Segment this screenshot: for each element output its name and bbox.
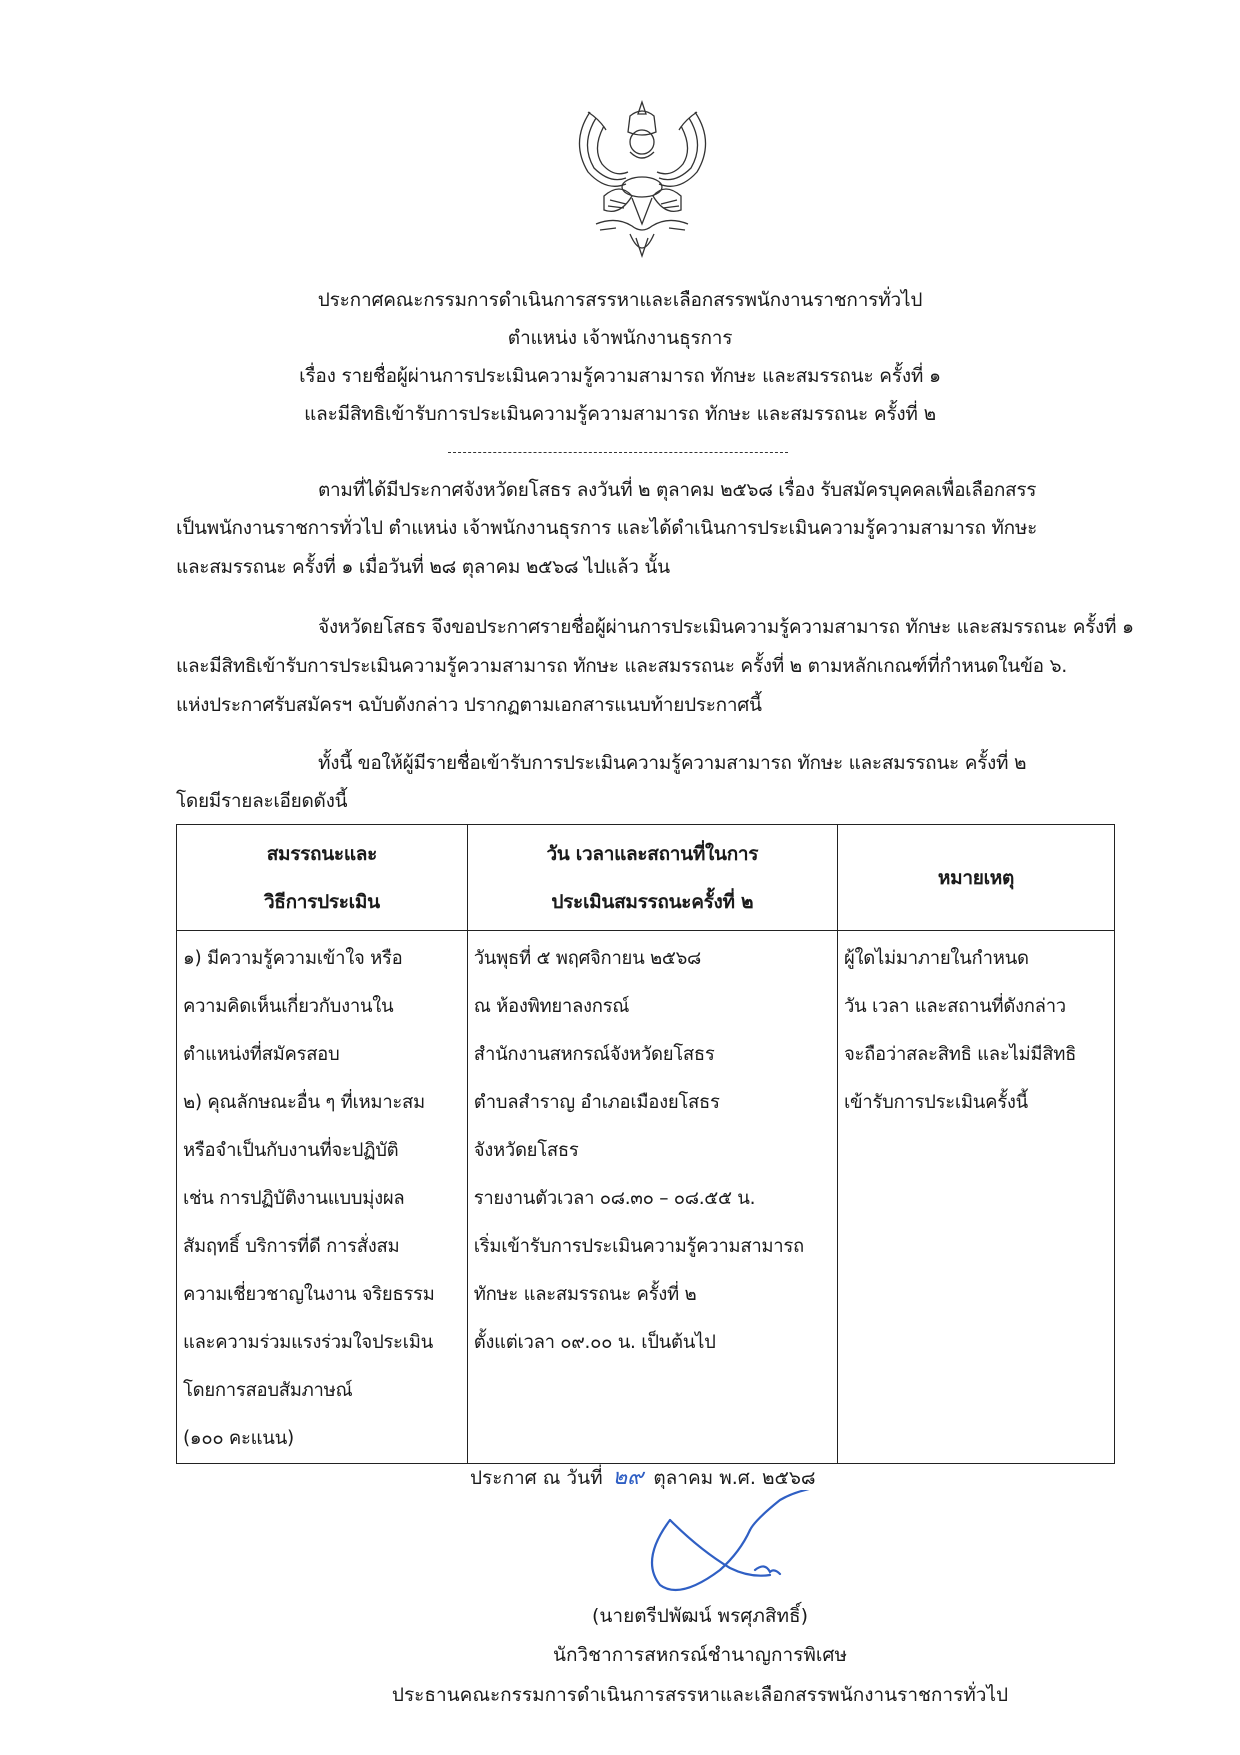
- table-header-row: [177, 825, 1115, 931]
- signer-name: (นายตรีปพัฒน์ พรศุภสิทธิ์): [592, 1605, 808, 1627]
- header-divider: [448, 452, 788, 453]
- header-competency: สมรรถนะและ วิธีการประเมิน: [177, 825, 468, 931]
- paragraph-3-line-2: โดยมีรายละเอียดดังนี้: [176, 790, 348, 812]
- position-title: ตำแหน่ง เจ้าพนักงานธุรการ: [507, 327, 733, 349]
- table-row: [177, 931, 1115, 1464]
- paragraph-1-line-1: ตามที่ได้มีประกาศจังหวัดยโสธร ลงวันที่ ๒ ตุลาคม ๒๕๖๘ เรื่อง รับสมัครบุคคลเพื่อเลือกสรร: [318, 479, 1037, 501]
- paragraph-3-line-1: ทั้งนี้ ขอให้ผู้มีรายชื่อเข้ารับการประเมินความรู้ความสามารถ ทักษะ และสมรรถนะ ครั้งที่ ๒: [318, 752, 1027, 774]
- assessment-schedule-table: [176, 824, 1115, 1464]
- signature-icon: [640, 1490, 880, 1600]
- subject-line-2: และมีสิทธิเข้ารับการประเมินความรู้ความสามารถ ทักษะ และสมรรถนะ ครั้งที่ ๒: [304, 403, 936, 425]
- announcement-title: ประกาศคณะกรรมการดำเนินการสรรหาและเลือกสรรพนักงานราชการทั่วไป: [317, 289, 923, 311]
- paragraph-2-line-1: จังหวัดยโสธร จึงขอประกาศรายชื่อผู้ผ่านการประเมินความรู้ความสามารถ ทักษะ และสมรรถนะ ครั้งที่ ๑: [318, 616, 1134, 638]
- paragraph-2-line-3: แห่งประกาศรับสมัครฯ ฉบับดังกล่าว ปรากฏตามเอกสารแนบท้ายประกาศนี้: [176, 694, 762, 716]
- signer-role: ประธานคณะกรรมการดำเนินการสรรหาและเลือกสรรพนักงานราชการทั่วไป: [391, 1684, 1009, 1706]
- paragraph-2-line-2: และมีสิทธิเข้ารับการประเมินความรู้ความสามารถ ทักษะ และสมรรถนะ ครั้งที่ ๒ ตามหลักเกณฑ์ที่กำหนดในข้อ ๖.: [176, 655, 1068, 677]
- paragraph-1-line-2: เป็นพนักงานราชการทั่วไป ตำแหน่ง เจ้าพนักงานธุรการ และได้ดำเนินการประเมินความรู้ความสามารถ ทักษะ: [176, 517, 1037, 539]
- header-remarks: หมายเหตุ: [837, 825, 1114, 931]
- competency-cell: ๑) มีความรู้ความเข้าใจ หรือ ความคิดเห็นเกี่ยวกับงานใน ตำแหน่งที่สมัครสอบ ๒) คุณลักษณะอื่น ๆ ที่เหมาะสม หรือจำเป็นกับงานที่จะปฏิบัติ เช่น การปฏิบัติงานแบบมุ่งผล สัมฤทธิ์ บริการที่ดี การสั่งสม ความเชี่ยวชาญในงาน จริยธรรม และความร่วมแรงร่วมใจประเมิน โดยการสอบสัมภาษณ์ (๑๐๐ คะแนน): [177, 931, 468, 1464]
- header-schedule: วัน เวลาและสถานที่ในการ ประเมินสมรรถนะครั้งที่ ๒: [467, 825, 837, 931]
- subject-line-1: เรื่อง รายชื่อผู้ผ่านการประเมินความรู้ความสามารถ ทักษะ และสมรรถนะ ครั้งที่ ๑: [299, 365, 941, 387]
- schedule-cell: วันพุธที่ ๕ พฤศจิกายน ๒๕๖๘ ณ ห้องพิทยาลงกรณ์ สำนักงานสหกรณ์จังหวัดยโสธร ตำบลสำราญ อำเภอเมืองยโสธร จังหวัดยโสธร รายงานตัวเวลา ๐๘.๓๐ – ๐๘.๕๕ น. เริ่มเข้ารับการประเมินความรู้ความสามารถ ทักษะ และสมรรถนะ ครั้งที่ ๒ ตั้งแต่เวลา ๐๙.๐๐ น. เป็นต้นไป: [467, 931, 837, 1464]
- announcement-date: [470, 1466, 816, 1490]
- paragraph-1-line-3: และสมรรถนะ ครั้งที่ ๑ เมื่อวันที่ ๒๘ ตุลาคม ๒๕๖๘ ไปแล้ว นั้น: [176, 556, 670, 578]
- garuda-emblem-icon: [560, 92, 725, 264]
- signer-position: นักวิชาการสหกรณ์ชำนาญการพิเศษ: [553, 1644, 847, 1666]
- remarks-cell: ผู้ใดไม่มาภายในกำหนด วัน เวลา และสถานที่ดังกล่าว จะถือว่าสละสิทธิ และไม่มีสิทธิ เข้ารับการประเมินครั้งนี้: [837, 931, 1114, 1464]
- date-suffix: ตุลาคม พ.ศ. ๒๕๖๘: [653, 1467, 816, 1489]
- handwritten-day: ๒๙: [612, 1465, 644, 1490]
- date-prefix: ประกาศ ณ วันที่: [470, 1467, 603, 1489]
